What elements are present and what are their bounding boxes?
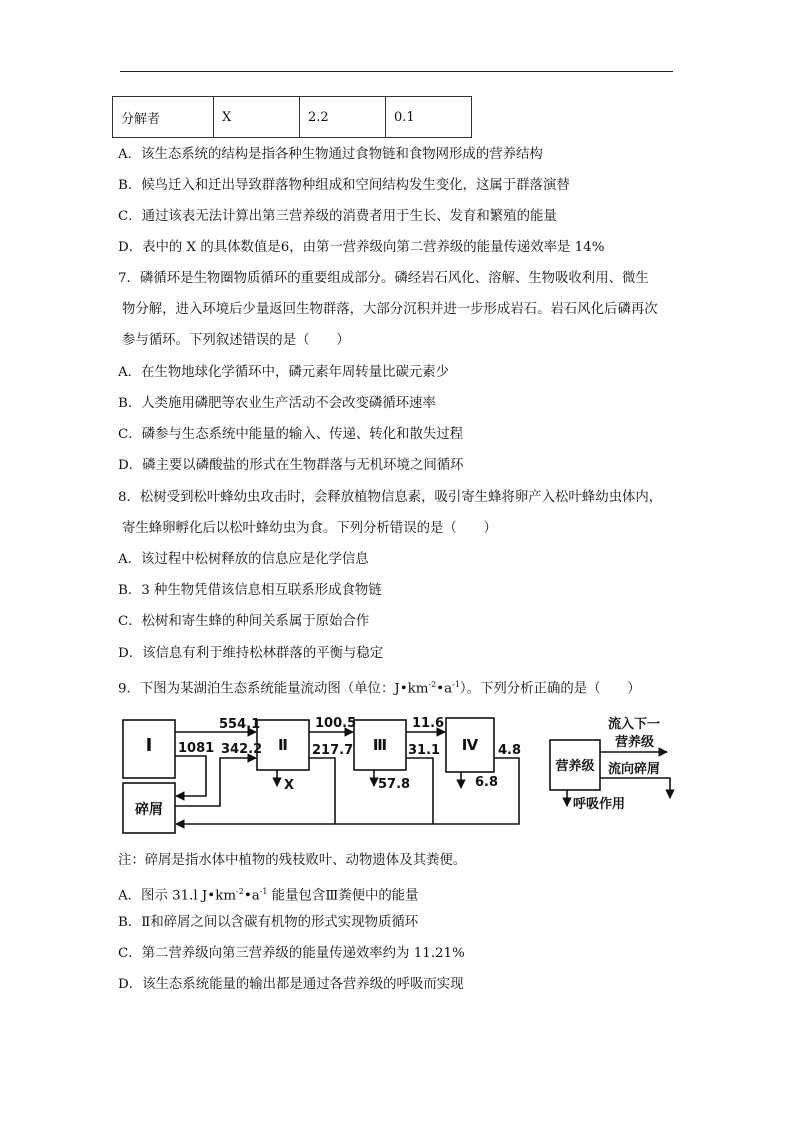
level-ii-label: Ⅱ [278,736,288,754]
q6-option-b: B．候鸟迁入和迁出导致群落物种组成和空间结构发生变化，这属于群落演替 [118,178,570,193]
q7-option-c: C．磷参与生态系统中能量的输入、传递、转化和散失过程 [118,427,464,442]
energy-table-fragment [112,96,472,138]
q8-stem-line: 寄生蜂卵孵化后以松叶蜂幼虫为食。下列分析错误的是（ ） [122,521,497,536]
q9-stem: 9．下图为某湖泊生态系统能量流动图（单位：$J•km^{-2}•a^{-1}$）。下列分析正确的是（ ） [118,680,641,697]
ii-respiration-label: X [284,778,295,793]
diagram-note: 注：碎屑是指水体中植物的残枝败叶、动物遗体及其粪便。 [118,853,467,868]
q6-option-d: D．表中的 X 的具体数值是6，由第一营养级向第二营养级的能量传递效率是 14% [118,240,605,255]
q7-stem-line: 参与循环。下列叙述错误的是（ ） [122,333,350,348]
iv-respiration-label: 6.8 [475,775,499,790]
q8-option-a: A．该过程中松树释放的信息应是化学信息 [118,552,369,567]
q7-option-d: D．磷主要以磷酸盐的形式在生物群落与无机环境之间循环 [118,458,464,473]
q6-option-c: C．通过该表无法计算出第三营养级的消费者用于生长、发育和繁殖的能量 [118,209,557,224]
legend-respiration-label: 呼吸作用 [573,797,626,812]
legend-next-line2: 营养级 [615,735,655,750]
ii-to-detritus-label: 217.7 [312,743,354,758]
q7-option-a: A．在生物地球化学循环中，磷元素年周转量比碳元素少 [118,365,450,380]
table-cell: 0.1 [386,97,472,138]
header-rule [120,71,673,72]
q8-option-b: B．3 种生物凭借该信息相互联系形成食物链 [118,583,382,598]
legend-next-line1: 流入下一 [608,717,661,732]
q8-stem-line: 8．松树受到松叶蜂幼虫攻击时，会释放植物信息素，吸引寄生蜂将卵产入松叶蜂幼虫体内， [118,490,663,505]
energy-flow-diagram [115,710,675,840]
flow-1-2-label: 554.1 [219,717,261,732]
i-to-detritus-label: 1081 [178,741,215,756]
table-cell: 2.2 [300,97,386,138]
q7-stem-line: 物分解，进入环境后少量返回生物群落，大部分沉积并进一步形成岩石。岩石风化后磷再次 [122,302,658,317]
flow-3-4-label: 11.6 [412,716,445,731]
detritus-label: 碎屑 [135,802,163,818]
legend-box-label: 营养级 [555,759,595,774]
iv-to-detritus-label: 4.8 [498,743,522,758]
level-iii-label: Ⅲ [372,736,388,754]
table-cell: X [214,97,300,138]
q8-option-c: C．松树和寄生蜂的种间关系属于原始合作 [118,614,370,629]
level-i-label: Ⅰ [145,735,153,756]
q9-option-d: D．该生态系统能量的输出都是通过各营养级的呼吸而实现 [118,977,464,992]
q7-option-b: B．人类施用磷肥等农业生产活动不会改变磷循环速率 [118,396,436,411]
q9-option-c: C．第二营养级向第三营养级的能量传递效率约为 11.21% [118,946,465,961]
legend-detritus-label: 流向碎屑 [608,762,661,777]
iii-respiration-label: 57.8 [378,777,411,792]
table-cell: 分解者 [113,97,214,138]
detritus-to-ii-label: 342.2 [221,742,263,757]
q6-option-a: A．该生态系统的结构是指各种生物通过食物链和食物网形成的营养结构 [118,147,543,162]
table-row [113,97,472,138]
q7-stem-line: 7．磷循环是生物圈物质循环的重要组成部分。磷经岩石风化、溶解、生物吸收利用、微生 [118,271,649,286]
iii-to-detritus-label: 31.1 [408,743,441,758]
flow-2-3-label: 100.5 [315,716,357,731]
q9-option-a: A．图示 31.l $J•km^{-2}•a^{-1}$ 能量包含Ⅲ粪便中的能量 [118,887,419,904]
q8-option-d: D．该信息有利于维持松林群落的平衡与稳定 [118,646,384,661]
level-iv-label: Ⅳ [461,736,479,754]
q9-option-b: B．Ⅱ和碎屑之间以含碳有机物的形式实现物质循环 [118,915,419,930]
